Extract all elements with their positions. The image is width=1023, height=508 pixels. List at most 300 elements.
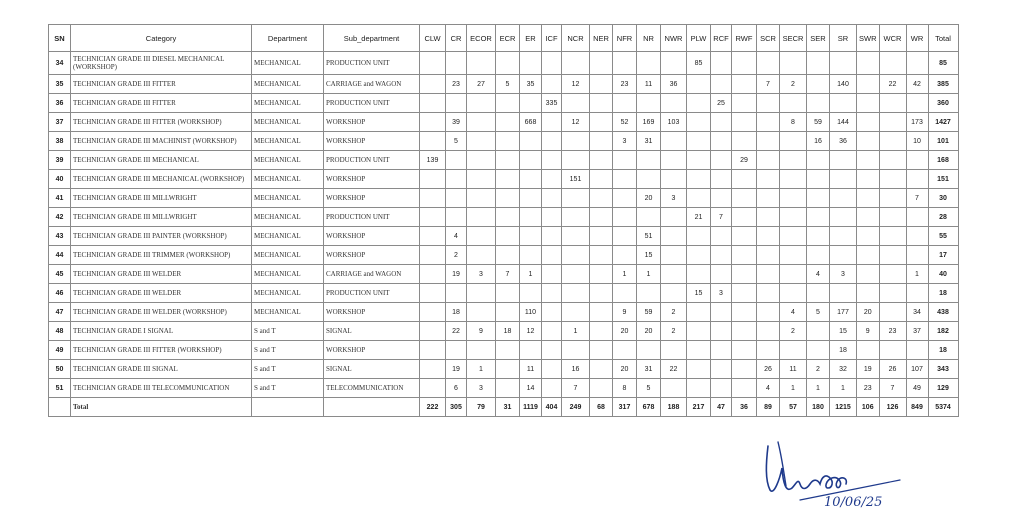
cell-zone-value: 1	[520, 265, 542, 284]
cell-zone-value: 23	[857, 379, 880, 398]
cell-zone-value	[590, 265, 613, 284]
cell-row-total: 85	[928, 52, 958, 75]
cell-zone-value	[496, 379, 520, 398]
cell-zone-value	[807, 94, 830, 113]
cell-zone-value	[780, 52, 807, 75]
cell-zone-value	[520, 284, 542, 303]
cell-zone-value	[420, 379, 446, 398]
cell-zone-value	[542, 52, 562, 75]
cell-zone-value	[446, 170, 467, 189]
cell-zone-value	[661, 379, 687, 398]
cell-row-total: 151	[928, 170, 958, 189]
cell-sub-department: SIGNAL	[324, 322, 420, 341]
cell-zone-value: 5	[496, 75, 520, 94]
cell-zone-value	[807, 170, 830, 189]
cell-zone-value	[687, 265, 711, 284]
cell-zone-value	[496, 94, 520, 113]
cell-zone-value	[562, 94, 590, 113]
cell-zone-value	[906, 246, 928, 265]
cell-zone-value	[467, 189, 496, 208]
table-row	[49, 341, 959, 360]
cell-zone-value	[661, 284, 687, 303]
cell-zone-value	[732, 94, 757, 113]
cell-sn: 40	[49, 170, 71, 189]
cell-zone-value	[420, 94, 446, 113]
cell-zone-total: 1215	[830, 398, 857, 417]
cell-zone-value	[732, 170, 757, 189]
cell-zone-value	[906, 341, 928, 360]
cell-zone-value	[613, 189, 637, 208]
header-category: Category	[71, 25, 252, 52]
cell-zone-value: 3	[613, 132, 637, 151]
cell-zone-value: 1	[830, 379, 857, 398]
header-sub-department: Sub_department	[324, 25, 420, 52]
cell-zone-value	[467, 151, 496, 170]
cell-zone-value: 36	[661, 75, 687, 94]
cell-zone-value	[542, 379, 562, 398]
cell-sub-department: TELECOMMUNICATION	[324, 379, 420, 398]
table-row	[49, 52, 959, 75]
cell-zone-value	[661, 132, 687, 151]
cell-category: TECHNICIAN GRADE III FITTER (WORKSHOP)	[71, 341, 252, 360]
header-zone: CLW	[420, 25, 446, 52]
cell-zone-value	[542, 227, 562, 246]
cell-department: S and T	[252, 379, 324, 398]
cell-zone-value	[613, 341, 637, 360]
cell-zone-value	[732, 189, 757, 208]
handwritten-signature	[760, 438, 920, 508]
cell-zone-total: 180	[807, 398, 830, 417]
cell-zone-total: 678	[637, 398, 661, 417]
cell-zone-value	[520, 341, 542, 360]
cell-row-total: 129	[928, 379, 958, 398]
totals-row	[49, 398, 959, 417]
cell-zone-value	[780, 227, 807, 246]
cell-zone-value	[542, 170, 562, 189]
cell-zone-value: 5	[637, 379, 661, 398]
cell-zone-value: 173	[906, 113, 928, 132]
cell-row-total: 40	[928, 265, 958, 284]
cell-zone-value	[757, 322, 780, 341]
cell-zone-value	[807, 189, 830, 208]
cell-category: TECHNICIAN GRADE III MECHANICAL (WORKSHOP)	[71, 170, 252, 189]
cell-zone-value: 20	[613, 322, 637, 341]
cell-zone-value	[637, 208, 661, 227]
header-total: Total	[928, 25, 958, 52]
cell-zone-value	[687, 341, 711, 360]
cell-zone-value	[496, 284, 520, 303]
cell-row-total: 18	[928, 284, 958, 303]
header-zone: NER	[590, 25, 613, 52]
cell-department: MECHANICAL	[252, 189, 324, 208]
cell-zone-value	[661, 246, 687, 265]
cell-sn: 37	[49, 113, 71, 132]
cell-zone-value	[732, 379, 757, 398]
cell-zone-value: 2	[661, 322, 687, 341]
cell-zone-value	[687, 189, 711, 208]
cell-zone-value	[562, 208, 590, 227]
cell-category: TECHNICIAN GRADE III WELDER	[71, 284, 252, 303]
cell-empty	[252, 398, 324, 417]
cell-zone-value	[879, 132, 906, 151]
cell-sn: 43	[49, 227, 71, 246]
cell-zone-value: 1	[467, 360, 496, 379]
cell-zone-value	[590, 379, 613, 398]
cell-sub-department: CARRIAGE and WAGON	[324, 265, 420, 284]
cell-category: TECHNICIAN GRADE III MACHINIST (WORKSHOP)	[71, 132, 252, 151]
cell-zone-value	[807, 246, 830, 265]
cell-zone-value: 1	[906, 265, 928, 284]
table-row	[49, 265, 959, 284]
cell-zone-value: 1	[780, 379, 807, 398]
cell-sn: 44	[49, 246, 71, 265]
cell-zone-value	[520, 52, 542, 75]
cell-sub-department: WORKSHOP	[324, 132, 420, 151]
cell-zone-value: 26	[757, 360, 780, 379]
cell-zone-value: 12	[562, 113, 590, 132]
cell-category: TECHNICIAN GRADE I SIGNAL	[71, 322, 252, 341]
table-row	[49, 75, 959, 94]
cell-zone-value	[807, 75, 830, 94]
cell-sn: 38	[49, 132, 71, 151]
table-row	[49, 360, 959, 379]
cell-zone-value	[687, 75, 711, 94]
cell-zone-value	[446, 52, 467, 75]
table-row	[49, 246, 959, 265]
cell-zone-value: 7	[711, 208, 732, 227]
cell-zone-value	[446, 189, 467, 208]
table-row	[49, 322, 959, 341]
cell-zone-total: 249	[562, 398, 590, 417]
cell-row-total: 385	[928, 75, 958, 94]
cell-zone-value: 9	[467, 322, 496, 341]
cell-zone-value	[562, 151, 590, 170]
cell-zone-value: 15	[637, 246, 661, 265]
cell-sn: 42	[49, 208, 71, 227]
cell-zone-value	[467, 303, 496, 322]
cell-sn: 39	[49, 151, 71, 170]
cell-zone-value: 12	[562, 75, 590, 94]
cell-zone-value	[906, 284, 928, 303]
cell-zone-value	[711, 303, 732, 322]
cell-zone-value	[467, 170, 496, 189]
cell-zone-value	[857, 208, 880, 227]
cell-zone-value: 22	[446, 322, 467, 341]
cell-zone-value	[562, 303, 590, 322]
cell-zone-value	[613, 227, 637, 246]
cell-zone-value: 2	[661, 303, 687, 322]
cell-zone-value: 18	[830, 341, 857, 360]
cell-zone-value	[757, 246, 780, 265]
cell-zone-value	[879, 52, 906, 75]
cell-zone-value	[467, 94, 496, 113]
cell-zone-value	[420, 341, 446, 360]
cell-zone-value	[467, 113, 496, 132]
cell-zone-value	[496, 227, 520, 246]
cell-sub-department: WORKSHOP	[324, 303, 420, 322]
cell-zone-value	[520, 227, 542, 246]
table-row	[49, 151, 959, 170]
cell-zone-value: 22	[879, 75, 906, 94]
cell-zone-value: 36	[830, 132, 857, 151]
cell-zone-value	[613, 94, 637, 113]
table-row	[49, 189, 959, 208]
cell-zone-value	[420, 208, 446, 227]
header-zone: WCR	[879, 25, 906, 52]
cell-zone-value	[711, 151, 732, 170]
cell-zone-value: 8	[613, 379, 637, 398]
cell-zone-value	[542, 208, 562, 227]
cell-zone-value	[542, 151, 562, 170]
cell-zone-value: 140	[830, 75, 857, 94]
cell-zone-value	[780, 341, 807, 360]
cell-zone-value	[857, 52, 880, 75]
cell-zone-value	[879, 189, 906, 208]
cell-zone-value: 21	[687, 208, 711, 227]
cell-zone-value	[780, 208, 807, 227]
cell-zone-value	[780, 132, 807, 151]
cell-zone-value	[661, 341, 687, 360]
cell-category: TECHNICIAN GRADE III WELDER	[71, 265, 252, 284]
cell-zone-value	[830, 170, 857, 189]
cell-zone-value	[711, 246, 732, 265]
cell-zone-value	[879, 151, 906, 170]
cell-zone-value	[687, 379, 711, 398]
cell-zone-value	[857, 227, 880, 246]
cell-empty	[49, 398, 71, 417]
header-department: Department	[252, 25, 324, 52]
cell-zone-value: 668	[520, 113, 542, 132]
cell-zone-value	[857, 189, 880, 208]
cell-zone-value: 18	[446, 303, 467, 322]
cell-zone-value	[780, 94, 807, 113]
cell-zone-value	[590, 360, 613, 379]
header-zone: SCR	[757, 25, 780, 52]
cell-department: MECHANICAL	[252, 151, 324, 170]
cell-zone-value	[467, 227, 496, 246]
cell-zone-value	[542, 284, 562, 303]
cell-zone-value: 1	[637, 265, 661, 284]
cell-zone-value	[562, 265, 590, 284]
cell-zone-value	[420, 52, 446, 75]
cell-row-total: 17	[928, 246, 958, 265]
cell-zone-value	[757, 113, 780, 132]
cell-zone-total: 57	[780, 398, 807, 417]
cell-zone-value: 4	[446, 227, 467, 246]
cell-department: MECHANICAL	[252, 303, 324, 322]
cell-zone-value	[711, 265, 732, 284]
header-zone: WR	[906, 25, 928, 52]
cell-empty	[324, 398, 420, 417]
cell-zone-value	[757, 94, 780, 113]
cell-zone-value: 1	[562, 322, 590, 341]
cell-zone-value	[542, 113, 562, 132]
cell-zone-value: 16	[562, 360, 590, 379]
cell-zone-value: 7	[879, 379, 906, 398]
cell-zone-value	[446, 151, 467, 170]
cell-zone-value: 23	[446, 75, 467, 94]
cell-zone-value	[467, 132, 496, 151]
table-row	[49, 284, 959, 303]
cell-zone-value: 32	[830, 360, 857, 379]
cell-zone-value	[542, 341, 562, 360]
cell-department: MECHANICAL	[252, 113, 324, 132]
cell-zone-value	[446, 208, 467, 227]
cell-zone-value: 9	[857, 322, 880, 341]
cell-zone-value: 29	[732, 151, 757, 170]
cell-zone-value	[732, 303, 757, 322]
table-row	[49, 94, 959, 113]
cell-sn: 45	[49, 265, 71, 284]
table-row	[49, 132, 959, 151]
cell-zone-value: 6	[446, 379, 467, 398]
cell-zone-total: 79	[467, 398, 496, 417]
cell-zone-value	[732, 284, 757, 303]
cell-sub-department: PRODUCTION UNIT	[324, 208, 420, 227]
header-zone: SR	[830, 25, 857, 52]
cell-zone-value: 7	[562, 379, 590, 398]
cell-zone-value	[757, 303, 780, 322]
cell-zone-value	[711, 52, 732, 75]
header-zone: SER	[807, 25, 830, 52]
cell-zone-value	[830, 189, 857, 208]
cell-category: TECHNICIAN GRADE III TRIMMER (WORKSHOP)	[71, 246, 252, 265]
header-zone: NCR	[562, 25, 590, 52]
cell-zone-value	[757, 284, 780, 303]
cell-zone-value	[879, 246, 906, 265]
cell-category: TECHNICIAN GRADE III PAINTER (WORKSHOP)	[71, 227, 252, 246]
cell-zone-value	[590, 208, 613, 227]
cell-row-total: 343	[928, 360, 958, 379]
cell-zone-value: 52	[613, 113, 637, 132]
cell-row-total: 28	[928, 208, 958, 227]
cell-zone-total: 126	[879, 398, 906, 417]
cell-zone-total: 404	[542, 398, 562, 417]
cell-zone-value	[542, 265, 562, 284]
cell-zone-value: 1	[613, 265, 637, 284]
cell-zone-value: 3	[830, 265, 857, 284]
cell-zone-value: 85	[687, 52, 711, 75]
cell-zone-value	[780, 189, 807, 208]
cell-category: TECHNICIAN GRADE III SIGNAL	[71, 360, 252, 379]
cell-department: MECHANICAL	[252, 265, 324, 284]
cell-zone-value: 25	[711, 94, 732, 113]
cell-zone-value: 20	[637, 189, 661, 208]
cell-zone-value	[687, 151, 711, 170]
cell-zone-value	[757, 189, 780, 208]
cell-sn: 46	[49, 284, 71, 303]
cell-zone-value	[420, 113, 446, 132]
cell-grand-total: 5374	[928, 398, 958, 417]
cell-zone-value	[879, 265, 906, 284]
cell-department: S and T	[252, 322, 324, 341]
cell-zone-value: 16	[807, 132, 830, 151]
cell-department: MECHANICAL	[252, 208, 324, 227]
cell-zone-value	[879, 208, 906, 227]
cell-zone-value	[906, 208, 928, 227]
cell-zone-total: 1119	[520, 398, 542, 417]
cell-zone-value	[420, 246, 446, 265]
cell-zone-value	[467, 208, 496, 227]
cell-zone-value	[830, 208, 857, 227]
cell-zone-value: 5	[807, 303, 830, 322]
cell-sub-department: PRODUCTION UNIT	[324, 284, 420, 303]
cell-zone-value	[711, 75, 732, 94]
cell-zone-value: 11	[520, 360, 542, 379]
cell-sn: 49	[49, 341, 71, 360]
cell-zone-value: 27	[467, 75, 496, 94]
cell-department: MECHANICAL	[252, 170, 324, 189]
cell-zone-value: 2	[780, 75, 807, 94]
cell-zone-value: 3	[661, 189, 687, 208]
header-zone: SECR	[780, 25, 807, 52]
cell-zone-total: 217	[687, 398, 711, 417]
cell-zone-value	[687, 227, 711, 246]
cell-zone-total: 305	[446, 398, 467, 417]
cell-zone-value	[637, 52, 661, 75]
cell-zone-value	[542, 75, 562, 94]
cell-zone-value	[687, 132, 711, 151]
cell-zone-value	[711, 132, 732, 151]
cell-zone-total: 89	[757, 398, 780, 417]
cell-zone-value	[590, 322, 613, 341]
cell-zone-value	[857, 265, 880, 284]
cell-zone-value	[879, 341, 906, 360]
cell-zone-value	[613, 284, 637, 303]
header-zone: SWR	[857, 25, 880, 52]
cell-zone-value: 169	[637, 113, 661, 132]
cell-zone-value	[562, 284, 590, 303]
cell-zone-value	[757, 52, 780, 75]
cell-row-total: 30	[928, 189, 958, 208]
cell-zone-value	[590, 246, 613, 265]
cell-zone-value	[807, 52, 830, 75]
cell-category: TECHNICIAN GRADE III WELDER (WORKSHOP)	[71, 303, 252, 322]
cell-zone-value	[520, 94, 542, 113]
cell-zone-value: 12	[520, 322, 542, 341]
cell-zone-value	[732, 75, 757, 94]
cell-zone-value	[496, 341, 520, 360]
cell-zone-value	[496, 303, 520, 322]
cell-zone-value	[590, 227, 613, 246]
cell-zone-value	[857, 132, 880, 151]
cell-zone-value: 5	[446, 132, 467, 151]
cell-zone-value	[780, 284, 807, 303]
cell-zone-total: 31	[496, 398, 520, 417]
cell-zone-value	[906, 52, 928, 75]
cell-zone-value	[687, 170, 711, 189]
cell-zone-total: 222	[420, 398, 446, 417]
cell-zone-value: 10	[906, 132, 928, 151]
cell-row-total: 438	[928, 303, 958, 322]
cell-zone-value: 19	[446, 360, 467, 379]
cell-zone-value	[613, 246, 637, 265]
table-body	[49, 52, 959, 417]
cell-zone-value	[687, 322, 711, 341]
totals-label: Total	[71, 398, 252, 417]
cell-zone-value	[830, 246, 857, 265]
cell-zone-value	[879, 284, 906, 303]
cell-zone-value: 3	[467, 265, 496, 284]
cell-zone-value	[661, 227, 687, 246]
cell-zone-value	[496, 52, 520, 75]
cell-zone-value	[542, 322, 562, 341]
cell-zone-value	[637, 94, 661, 113]
cell-zone-value	[807, 322, 830, 341]
staff-table-sheet	[48, 24, 959, 417]
cell-zone-value	[732, 208, 757, 227]
table-row	[49, 379, 959, 398]
